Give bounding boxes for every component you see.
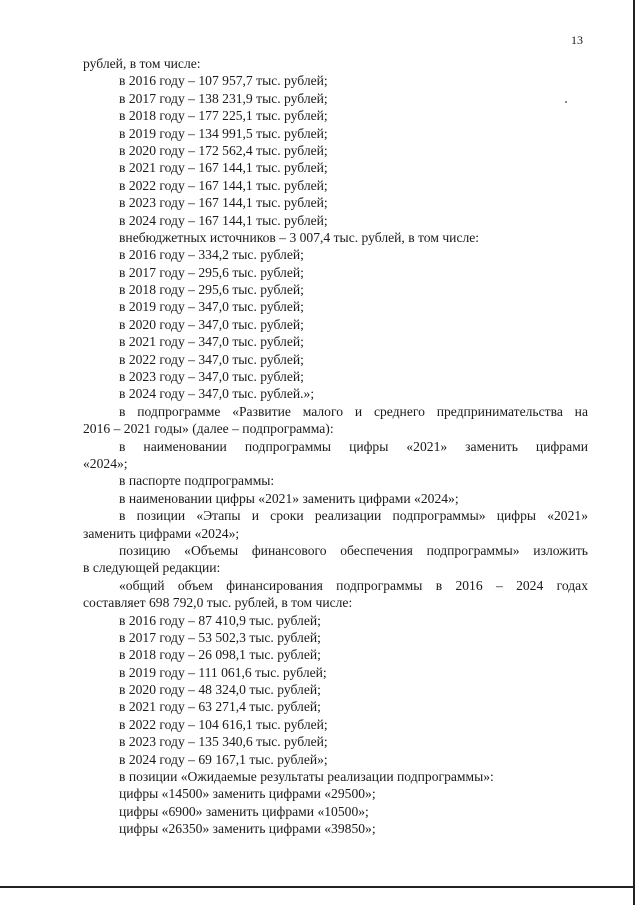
list-item: в 2016 году – 107 957,7 тыс. рублей;	[119, 73, 328, 89]
list-item: в 2019 году – 111 061,6 тыс. рублей;	[119, 664, 327, 680]
list-item: в 2024 году – 167 144,1 тыс. рублей;	[119, 212, 328, 228]
list-item: в 2019 году – 134 991,5 тыс. рублей;	[119, 125, 328, 141]
list-item: в 2022 году – 167 144,1 тыс. рублей;	[119, 177, 328, 193]
list-item: в 2021 году – 167 144,1 тыс. рублей;	[119, 160, 328, 176]
paragraph-line: внебюджетных источников – 3 007,4 тыс. рублей, в том числе:	[119, 229, 480, 245]
list-item: в 2023 году – 135 340,6 тыс. рублей;	[119, 734, 328, 750]
list-item: в 2024 году – 69 167,1 тыс. рублей»;	[119, 751, 328, 767]
list-item: в 2019 году – 347,0 тыс. рублей;	[119, 299, 304, 315]
paragraph-line: «2024»;	[83, 455, 128, 471]
paragraph-line: в наименовании подпрограммы цифры «2021» заменить цифрами	[119, 438, 588, 454]
paragraph-line: в паспорте подпрограммы:	[119, 473, 275, 489]
list-item: в 2016 году – 87 410,9 тыс. рублей;	[119, 612, 321, 628]
paragraph-line: 2016 – 2021 годы» (далее – подпрограмма):	[83, 421, 334, 437]
scan-speck	[565, 101, 567, 103]
list-item: в 2018 году – 295,6 тыс. рублей;	[119, 282, 304, 298]
list-item: в 2022 году – 104 616,1 тыс. рублей;	[119, 716, 328, 732]
paragraph-line: в позиции «Ожидаемые результаты реализации подпрограммы»:	[119, 769, 494, 785]
list-item: в 2021 году – 347,0 тыс. рублей;	[119, 334, 304, 350]
paragraph-line: в следующей редакции:	[83, 560, 221, 576]
paragraph-line: позицию «Объемы финансового обеспечения подпрограммы» изложить	[119, 542, 588, 558]
text-line: рублей, в том числе:	[83, 56, 201, 71]
list-item: в 2023 году – 347,0 тыс. рублей;	[119, 369, 304, 385]
list-item: в 2020 году – 48 324,0 тыс. рублей;	[119, 682, 321, 698]
document-body	[83, 55, 588, 838]
list-item: цифры «6900» заменить цифрами «10500»;	[119, 803, 369, 819]
paragraph-line: в наименовании цифры «2021» заменить цифрами «2024»;	[119, 490, 459, 506]
list-item: в 2024 году – 347,0 тыс. рублей.»;	[119, 386, 315, 402]
list-item: в 2018 году – 26 098,1 тыс. рублей;	[119, 647, 321, 663]
scan-border-right	[633, 0, 635, 905]
paragraph-line: составляет 698 792,0 тыс. рублей, в том числе:	[83, 595, 353, 611]
paragraph-line: «общий объем финансирования подпрограммы в 2016 – 2024 годах	[119, 577, 588, 593]
paragraph-line: заменить цифрами «2024»;	[83, 525, 240, 541]
list-item: в 2017 году – 295,6 тыс. рублей;	[119, 264, 304, 280]
list-item: в 2020 году – 347,0 тыс. рублей;	[119, 316, 304, 332]
paragraph-line: в подпрограмме «Развитие малого и среднего предпринимательства на	[119, 403, 588, 419]
list-item: в 2022 году – 347,0 тыс. рублей;	[119, 351, 304, 367]
paragraph-line: в позиции «Этапы и сроки реализации подпрограммы» цифры «2021»	[119, 508, 588, 524]
list-item: в 2021 году – 63 271,4 тыс. рублей;	[119, 699, 321, 715]
list-item: в 2017 году – 53 502,3 тыс. рублей;	[119, 629, 321, 645]
list-item: в 2017 году – 138 231,9 тыс. рублей;	[119, 90, 328, 106]
list-item: цифры «26350» заменить цифрами «39850»;	[119, 821, 376, 837]
page-number: 13	[571, 33, 583, 47]
list-item: в 2020 году – 172 562,4 тыс. рублей;	[119, 142, 328, 158]
list-item: в 2023 году – 167 144,1 тыс. рублей;	[119, 195, 328, 211]
list-item: в 2018 году – 177 225,1 тыс. рублей;	[119, 108, 328, 124]
scan-border-bottom	[0, 886, 635, 888]
list-item: цифры «14500» заменить цифрами «29500»;	[119, 786, 376, 802]
list-item: в 2016 году – 334,2 тыс. рублей;	[119, 247, 304, 263]
